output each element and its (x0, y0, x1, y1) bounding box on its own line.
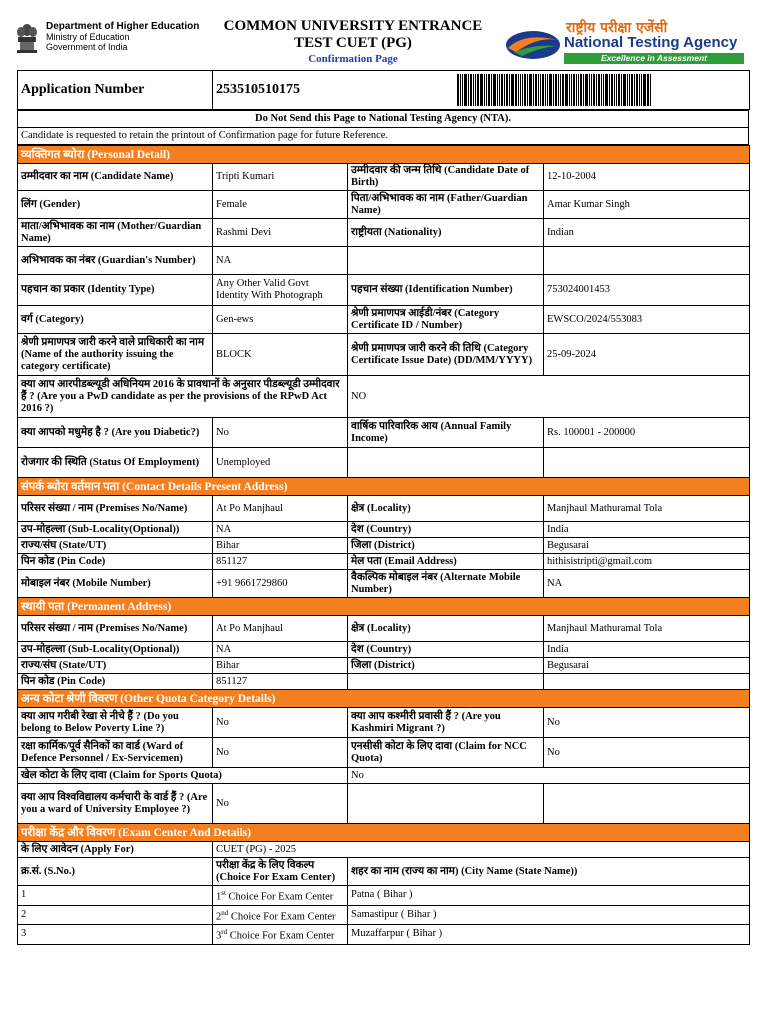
barcode-cell (451, 71, 750, 110)
field-value: 12-10-2004 (544, 164, 750, 191)
field-label: क्या आप गरीबी रेखा से नीचे हैं ? (Do you belong to Below Poverty Line ?) (18, 708, 213, 738)
choice-city: Samastipur ( Bihar ) (348, 905, 750, 925)
table-row (18, 522, 750, 538)
sno-header: क्र.सं. (S.No.) (18, 858, 213, 886)
choice-sno: 3 (18, 925, 213, 945)
field-label: श्रेणी प्रमाणपत्र जारी करने वाले प्राधिकारी का नाम (Name of the authority issuing the category certificate) (18, 334, 213, 376)
field-label: रक्षा कार्मिक/पूर्व सैनिकों का वार्ड (Ward of Defence Personnel / Ex-Servicemen) (18, 738, 213, 768)
field-label: उप-मोहल्ला (Sub-Locality(Optional)) (18, 522, 213, 538)
field-value: India (544, 522, 750, 538)
table-row (18, 554, 750, 570)
choice-ordinal: 1 (216, 891, 222, 903)
table-row (18, 658, 750, 674)
note-row (18, 111, 749, 128)
table-row (18, 496, 750, 522)
page-title-block (198, 18, 508, 66)
field-label: लिंग (Gender) (18, 191, 213, 219)
field-value: No (213, 738, 348, 768)
field-label: राष्ट्रीयता (Nationality) (348, 219, 544, 247)
field-label: श्रेणी प्रमाणपत्र आईडी/नंबर (Category Certificate ID / Number) (348, 306, 544, 334)
choice-ordinal-suffix: st (221, 889, 226, 897)
table-row (18, 334, 750, 376)
do-not-send-note: Do Not Send this Page to National Testing Agency (NTA). (18, 111, 749, 128)
field-value: Manjhaul Mathuramal Tola (544, 496, 750, 522)
field-label: जिला (District) (348, 658, 544, 674)
field-value: Manjhaul Mathuramal Tola (544, 616, 750, 642)
national-emblem-icon (14, 22, 40, 56)
field-value: NA (213, 522, 348, 538)
table-row (18, 858, 750, 886)
table-row (18, 306, 750, 334)
application-number-label: Application Number (18, 71, 213, 110)
choice-city: Patna ( Bihar ) (348, 886, 750, 906)
table-row (18, 784, 750, 824)
table-row (18, 642, 750, 658)
application-table (17, 70, 750, 110)
quota-section (18, 690, 750, 824)
confirmation-document (17, 70, 749, 945)
field-value: No (213, 418, 348, 448)
field-label: रोजगार की स्थिति (Status Of Employment) (18, 448, 213, 478)
page-title-line2: TEST CUET (PG) (294, 35, 412, 51)
nta-tagline: Excellence in Assessment (564, 53, 744, 64)
field-value: Rs. 100001 - 200000 (544, 418, 750, 448)
field-value: +91 9661729860 (213, 570, 348, 598)
field-label: उम्मीदवार का नाम (Candidate Name) (18, 164, 213, 191)
empty-cell (348, 448, 544, 478)
field-value: Amar Kumar Singh (544, 191, 750, 219)
table-row (18, 674, 750, 690)
table-row (18, 247, 750, 275)
choice-text: Choice For Exam Center (228, 891, 334, 903)
field-value: Rashmi Devi (213, 219, 348, 247)
details-table (17, 145, 750, 945)
field-label: क्या आप विश्वविद्यालय कर्मचारी के वार्ड हैं ? (Are you a ward of University Employee ?) (18, 784, 213, 824)
field-value: At Po Manjhaul (213, 616, 348, 642)
field-label: देश (Country) (348, 522, 544, 538)
pwd-question: क्या आप आरपीडब्ल्यूडी अधिनियम 2016 के प्रावधानों के अनुसार पीडब्ल्यूडी उम्मीदवार हैं ? (Are you a PwD candidate as per the provisions of the RPwD Act 2016 ?) (18, 376, 348, 418)
choice-ordinal: 3 (216, 930, 222, 942)
quota-heading: अन्य कोटा श्रेणी विवरण (Other Quota Category Details) (18, 690, 750, 708)
exam-center-section (18, 824, 750, 945)
nta-hindi-name: राष्ट्रीय परीक्षा एजेंसी (566, 20, 668, 36)
empty-cell (348, 674, 544, 690)
choice-label (213, 905, 348, 925)
table-row (18, 164, 750, 191)
page-title-line1: COMMON UNIVERSITY ENTRANCE (223, 18, 483, 34)
field-value: Begusarai (544, 538, 750, 554)
field-label: उप-मोहल्ला (Sub-Locality(Optional)) (18, 642, 213, 658)
apply-for-value: CUET (PG) - 2025 (213, 842, 750, 858)
apply-for-label: के लिए आवेदन (Apply For) (18, 842, 213, 858)
exam-center-heading: परीक्षा केंद्र और विवरण (Exam Center And Details) (18, 824, 750, 842)
table-row (18, 191, 750, 219)
field-label: मेल पता (Email Address) (348, 554, 544, 570)
empty-cell (348, 247, 544, 275)
empty-cell (348, 784, 544, 824)
field-label: क्षेत्र (Locality) (348, 496, 544, 522)
field-value: Gen-ews (213, 306, 348, 334)
field-value: Unemployed (213, 448, 348, 478)
field-label: परिसर संख्या / नाम (Premises No/Name) (18, 496, 213, 522)
field-value: 753024001453 (544, 275, 750, 306)
field-value: 851127 (213, 674, 348, 690)
empty-cell (544, 674, 750, 690)
field-label: क्या आप कश्मीरी प्रवासी हैं ? (Are you Kashmiri Migrant ?) (348, 708, 544, 738)
field-label: परिसर संख्या / नाम (Premises No/Name) (18, 616, 213, 642)
barcode-icon (457, 74, 744, 106)
nta-english-name: National Testing Agency (564, 34, 738, 51)
table-row (18, 376, 750, 418)
page-subtitle: Confirmation Page (308, 53, 398, 65)
field-value: No (213, 708, 348, 738)
choice-ordinal-suffix: nd (221, 908, 229, 917)
city-header: शहर का नाम (राज्य का नाम) (City Name (State Name)) (348, 858, 750, 886)
present-address-heading: संपर्क ब्योरा वर्तमान पता (Contact Details Present Address) (18, 478, 750, 496)
choice-header: परीक्षा केंद्र के लिए विकल्प (Choice For Exam Center) (213, 858, 348, 886)
table-row (18, 768, 750, 784)
field-label: राज्य/संघ (State/UT) (18, 658, 213, 674)
field-label: मोबाइल नंबर (Mobile Number) (18, 570, 213, 598)
table-row (18, 538, 750, 554)
field-value: Bihar (213, 658, 348, 674)
field-label: वैकल्पिक मोबाइल नंबर (Alternate Mobile Number) (348, 570, 544, 598)
notes-table (17, 110, 749, 145)
field-value: Begusarai (544, 658, 750, 674)
field-value: NA (213, 642, 348, 658)
field-value: Tripti Kumari (213, 164, 348, 191)
present-address-section (18, 478, 750, 598)
table-row (18, 570, 750, 598)
table-row (18, 275, 750, 306)
field-value: Any Other Valid Govt Identity With Photograph (213, 275, 348, 306)
field-value: Female (213, 191, 348, 219)
field-value: No (544, 708, 750, 738)
choice-city: Muzaffarpur ( Bihar ) (348, 925, 750, 945)
field-label: क्या आपको मधुमेह है ? (Are you Diabetic?) (18, 418, 213, 448)
empty-cell (544, 784, 750, 824)
nta-logo-block (500, 18, 752, 66)
choice-text: Choice For Exam Center (229, 930, 335, 942)
table-row (18, 842, 750, 858)
field-label: अभिभावक का नंबर (Guardian's Number) (18, 247, 213, 275)
field-label: वार्षिक पारिवारिक आय (Annual Family Income) (348, 418, 544, 448)
field-value: India (544, 642, 750, 658)
table-row (18, 905, 750, 925)
table-row (18, 738, 750, 768)
field-label: उम्मीदवार की जन्म तिथि (Candidate Date of Birth) (348, 164, 544, 191)
table-row (18, 616, 750, 642)
field-label: एनसीसी कोटा के लिए दावा (Claim for NCC Quota) (348, 738, 544, 768)
retain-row (18, 128, 749, 145)
field-value: 851127 (213, 554, 348, 570)
choice-text: Choice For Exam Center (230, 911, 336, 922)
field-value: NA (544, 570, 750, 598)
field-label: देश (Country) (348, 642, 544, 658)
ministry-name: Ministry of Education (46, 32, 130, 42)
field-label: पहचान का प्रकार (Identity Type) (18, 275, 213, 306)
choice-ordinal-suffix: rd (221, 928, 228, 936)
field-label: जिला (District) (348, 538, 544, 554)
table-row (18, 219, 750, 247)
pwd-answer: NO (348, 376, 750, 418)
field-value: EWSCO/2024/553083 (544, 306, 750, 334)
retain-note: Candidate is requested to retain the printout of Confirmation page for future Reference. (18, 128, 749, 145)
field-label: पिता/अभिभावक का नाम (Father/Guardian Name) (348, 191, 544, 219)
field-value: No (213, 784, 348, 824)
field-value: No (544, 738, 750, 768)
field-label: क्षेत्र (Locality) (348, 616, 544, 642)
field-label: वर्ग (Category) (18, 306, 213, 334)
table-row (18, 448, 750, 478)
field-value: 25-09-2024 (544, 334, 750, 376)
sports-quota-value: No (348, 768, 750, 784)
field-value: hithisistripti@gmail.com (544, 554, 750, 570)
field-label: श्रेणी प्रमाणपत्र जारी करने की तिथि (Category Certificate Issue Date) (DD/MM/YYYY) (348, 334, 544, 376)
empty-cell (544, 247, 750, 275)
table-row (18, 925, 750, 945)
table-row (18, 708, 750, 738)
table-row (18, 418, 750, 448)
government-name: Government of India (46, 42, 128, 52)
field-label: पहचान संख्या (Identification Number) (348, 275, 544, 306)
department-name: Department of Higher Education (46, 21, 200, 32)
choice-sno: 1 (18, 886, 213, 906)
personal-details-section (18, 146, 750, 478)
page-header (0, 0, 768, 70)
choice-sno: 2 (18, 905, 213, 925)
field-label: राज्य/संघ (State/UT) (18, 538, 213, 554)
field-label: पिन कोड (Pin Code) (18, 674, 213, 690)
field-label: पिन कोड (Pin Code) (18, 554, 213, 570)
field-value: NA (213, 247, 348, 275)
application-number-row (18, 71, 750, 110)
choice-label (213, 925, 348, 945)
nta-logo-icon (504, 30, 562, 60)
choice-ordinal: 2 (216, 911, 222, 922)
department-block (14, 22, 199, 56)
field-value: BLOCK (213, 334, 348, 376)
sports-quota-label: खेल कोटा के लिए दावा (Claim for Sports Quota) (18, 768, 348, 784)
choice-label (213, 886, 348, 906)
field-value: Indian (544, 219, 750, 247)
permanent-address-section (18, 598, 750, 690)
table-row (18, 886, 750, 906)
field-value: Bihar (213, 538, 348, 554)
application-number-value: 253510510175 (213, 71, 451, 110)
permanent-address-heading: स्थायी पता (Permanent Address) (18, 598, 750, 616)
empty-cell (544, 448, 750, 478)
field-value: At Po Manjhaul (213, 496, 348, 522)
personal-details-heading: व्यक्तिगत ब्योरा (Personal Detail) (18, 146, 750, 164)
field-label: माता/अभिभावक का नाम (Mother/Guardian Name) (18, 219, 213, 247)
